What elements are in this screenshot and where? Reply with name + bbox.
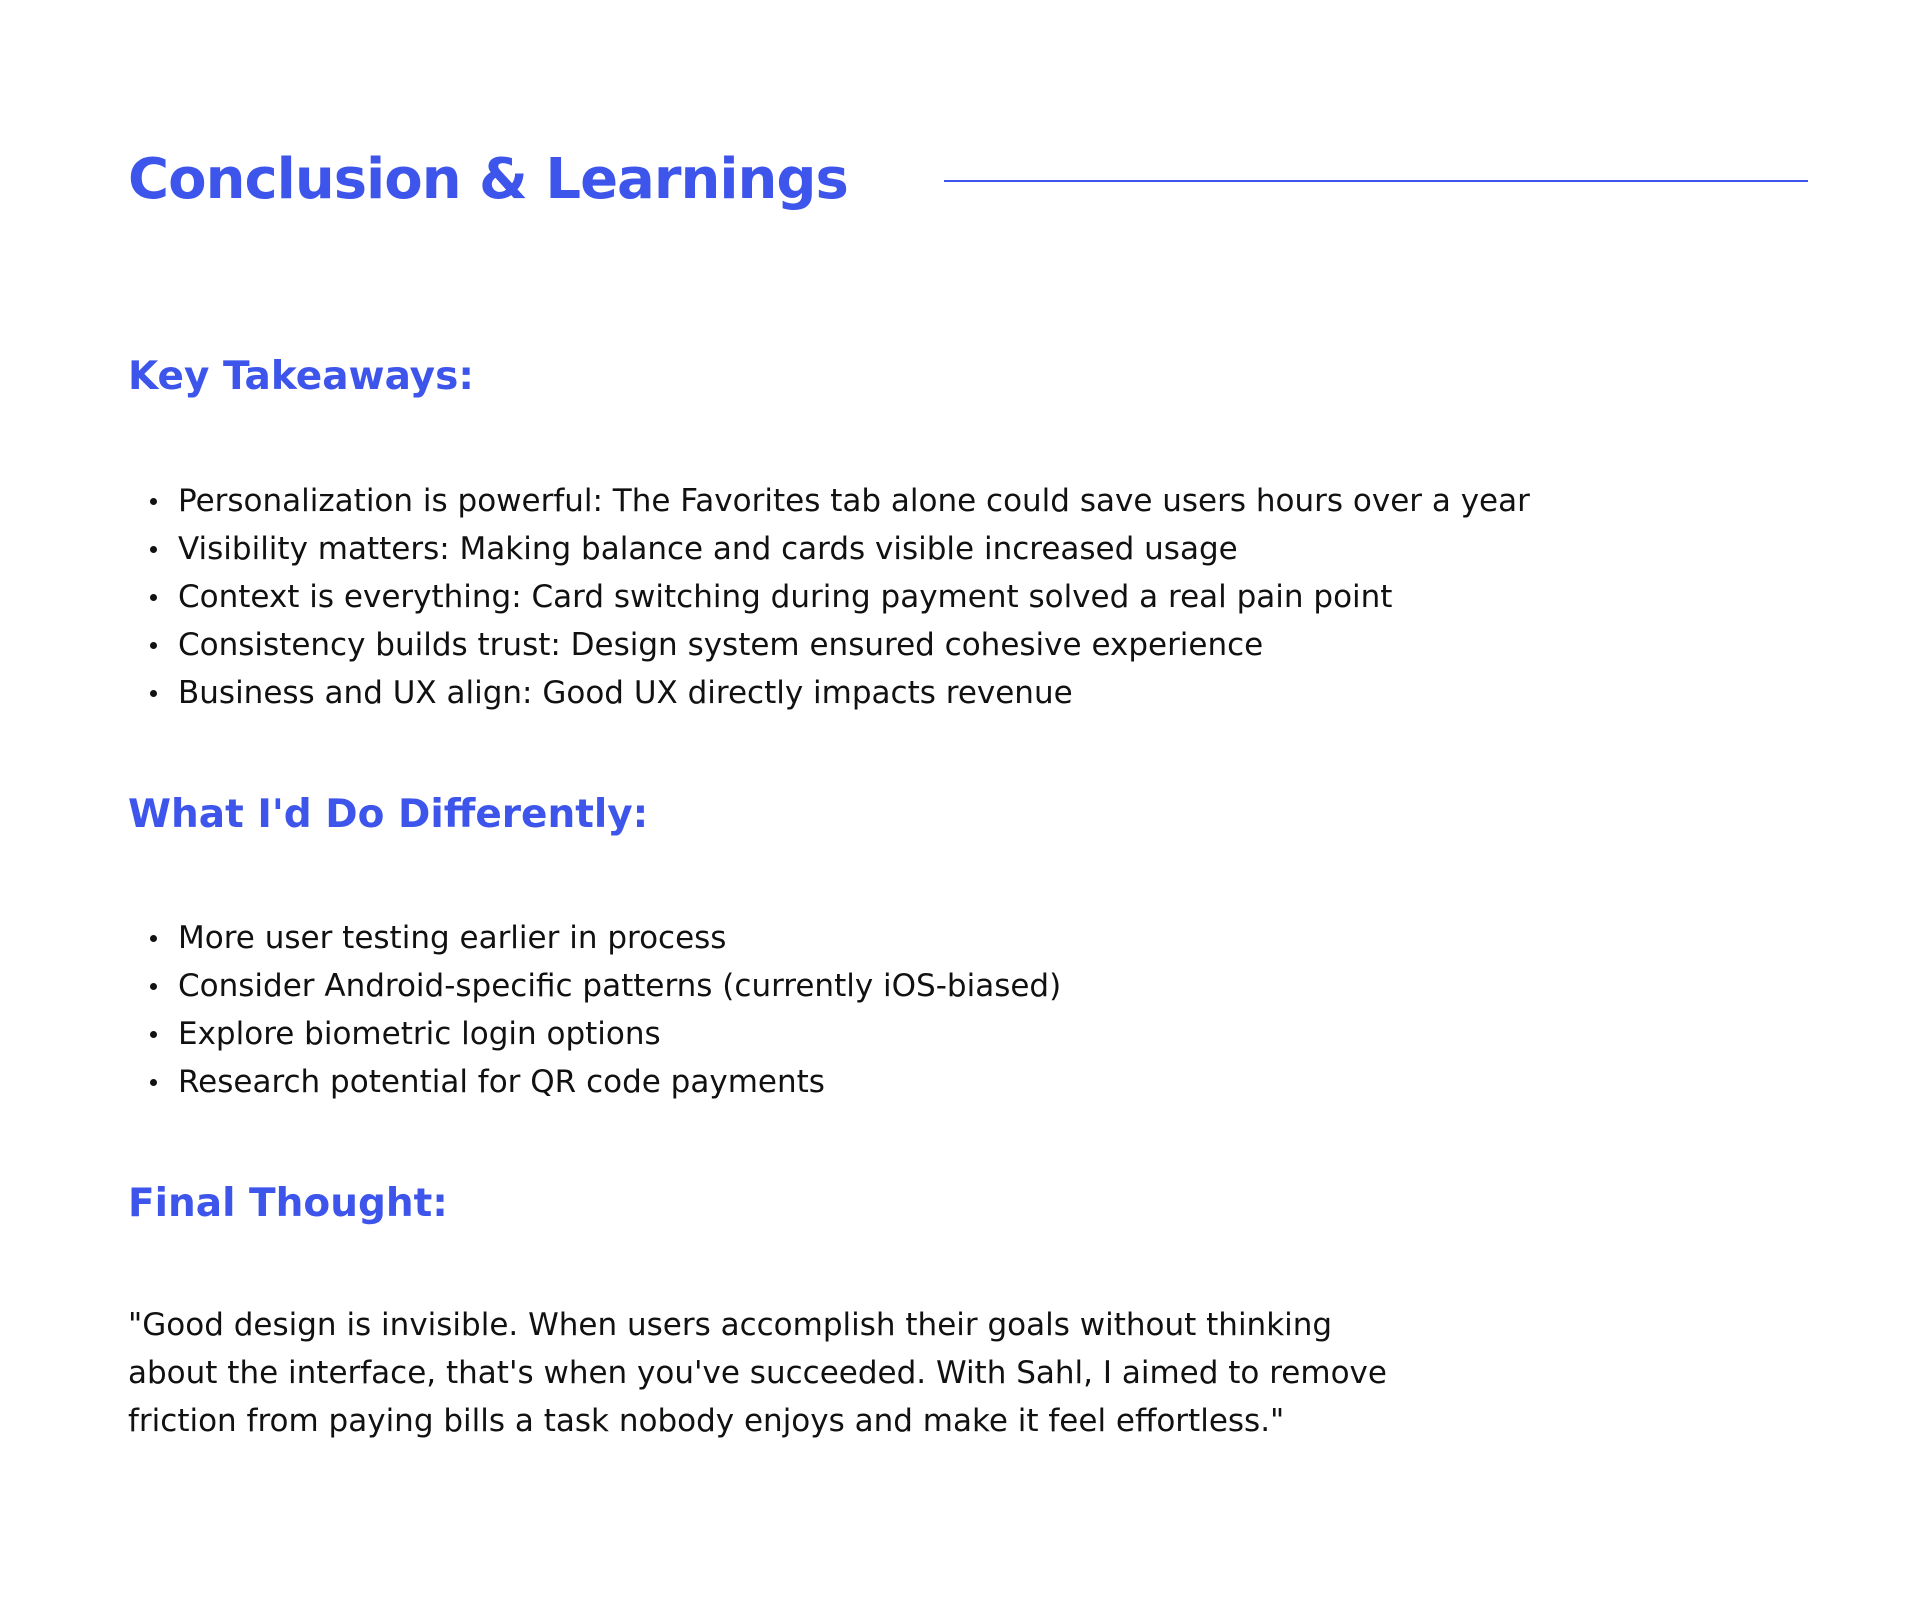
bullet-icon: [150, 594, 157, 601]
title-divider-line: [944, 180, 1808, 182]
quote-line: friction from paying bills a task nobody enjoys and make it feel effortless.": [128, 1403, 1285, 1439]
bullet-icon: [150, 1031, 157, 1038]
list-item-text: Consistency builds trust: Design system ensured cohesive experience: [178, 627, 1264, 663]
final-thought-quote: [128, 1301, 1508, 1445]
page-title: Conclusion & Learnings: [128, 147, 848, 212]
list-item-text: Explore biometric login options: [178, 1016, 661, 1052]
list-item-text: Context is everything: Card switching during payment solved a real pain point: [178, 579, 1393, 615]
quote-line: "Good design is invisible. When users accomplish their goals without thinking: [128, 1307, 1333, 1343]
quote-line: about the interface, that's when you've succeeded. With Sahl, I aimed to remove: [128, 1355, 1387, 1391]
bullet-icon: [150, 546, 157, 553]
key-takeaways-heading: Key Takeaways:: [128, 354, 474, 399]
list-item-text: Personalization is powerful: The Favorites tab alone could save users hours over a year: [178, 483, 1530, 519]
bullet-icon: [150, 1079, 157, 1086]
bullet-icon: [150, 935, 157, 942]
final-thought-heading: Final Thought:: [128, 1181, 448, 1226]
list-item-text: Consider Android-specific patterns (currently iOS-biased): [178, 968, 1062, 1004]
list-item-text: More user testing earlier in process: [178, 920, 727, 956]
bullet-icon: [150, 983, 157, 990]
do-differently-heading: What I'd Do Differently:: [128, 792, 649, 837]
page-header: [128, 140, 1808, 220]
bullet-icon: [150, 690, 157, 697]
list-item-text: Visibility matters: Making balance and cards visible increased usage: [178, 531, 1238, 567]
list-item-text: Research potential for QR code payments: [178, 1064, 825, 1100]
bullet-icon: [150, 498, 157, 505]
list-item-text: Business and UX align: Good UX directly impacts revenue: [178, 675, 1073, 711]
bullet-icon: [150, 642, 157, 649]
